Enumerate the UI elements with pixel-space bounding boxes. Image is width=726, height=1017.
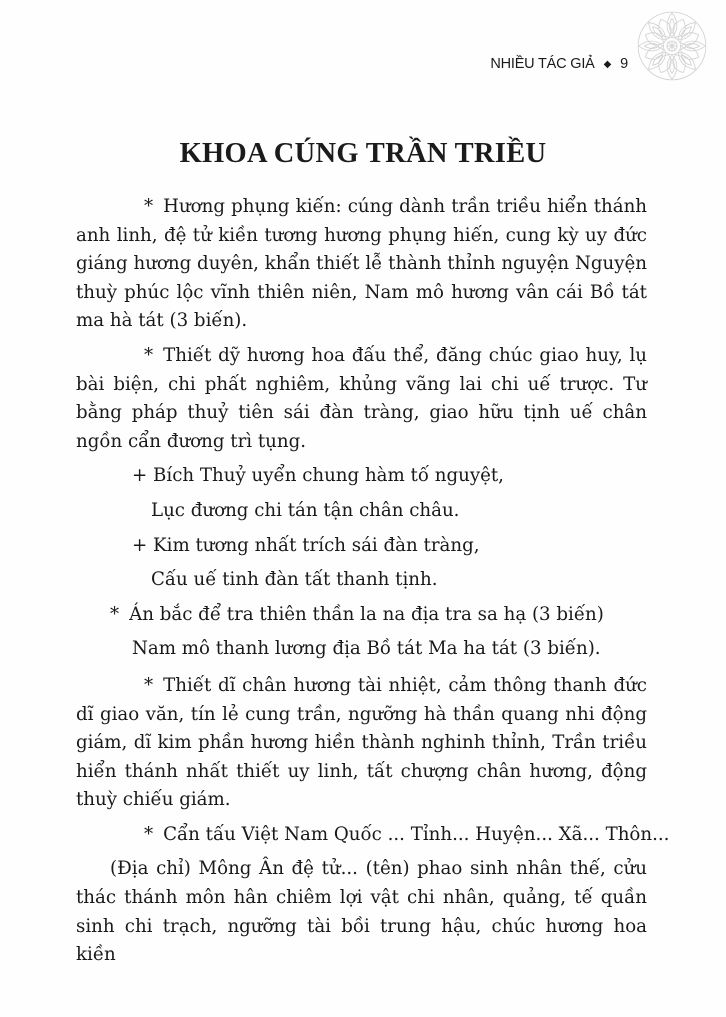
text-line: đương trì tụng. — [166, 430, 307, 452]
mantra-line — [76, 635, 647, 664]
paragraph-thiet-di — [76, 672, 647, 815]
paragraph-dia-chi — [76, 855, 647, 969]
running-header — [490, 56, 628, 72]
verse-text: Cấu uế tinh đàn tất thanh tịnh. — [151, 569, 438, 591]
verse-line — [76, 566, 647, 595]
asterisk-marker: * — [110, 603, 120, 625]
text-line: Hương phụng kiến: cúng dành trần triều hiển thánh anh — [76, 196, 647, 246]
verse-line — [76, 462, 647, 491]
verse-text: Kim tương nhất trích sái đàn tràng, — [153, 534, 480, 556]
asterisk-marker: * — [144, 344, 154, 366]
running-title: NHIỀU TÁC GIẢ — [490, 56, 595, 72]
paragraph-thiet-dy — [76, 342, 647, 456]
text-line: pháp thuỷ tiên sái đàn tràng, giao hữu tịnh uế chân ngồn cẩn — [76, 402, 647, 452]
mandala-ornament-icon — [636, 10, 708, 82]
text-line: hiển thánh nhất thiết uy linh, tất chượng chân hương, động — [76, 760, 647, 782]
asterisk-marker: * — [144, 823, 154, 845]
asterisk-marker: * — [144, 196, 154, 217]
plus-marker: + — [132, 534, 148, 556]
text-line: thác thánh môn hân chiêm lợi vật chi nhân, quảng, tế quần — [76, 887, 647, 909]
text-line: (Địa chỉ) Mông Ân đệ tử... (tên) phao sinh nhân thế, cửu — [110, 858, 647, 880]
asterisk-marker: * — [144, 674, 154, 696]
body-text — [76, 193, 670, 976]
text-line: tát (3 biến). — [138, 310, 248, 332]
verse-text: Lục đương chi tán tận chân châu. — [151, 499, 460, 521]
page-title: KHOA CÚNG TRẦN TRIỀU — [179, 138, 547, 169]
text-line: thuỳ chiếu giám. — [76, 789, 231, 811]
text-line: Thiết dỹ hương hoa đấu thể, đăng chúc giao huy, lụ bài — [76, 344, 647, 395]
paragraph-huong-phung-kien — [76, 193, 647, 336]
text-line: Thiết dĩ chân hương tài nhiệt, cảm thông thanh đức dĩ — [76, 674, 647, 725]
verse-line — [76, 532, 647, 561]
text-line: Cẩn tấu Việt Nam Quốc ... Tỉnh... Huyện... Xã... Thôn... — [163, 823, 670, 845]
text-line: giám, dĩ kim phần hương hiền thành nghinh thỉnh, Trần triều — [76, 732, 647, 754]
plus-marker: + — [132, 465, 148, 487]
verse-block — [76, 462, 647, 594]
diamond-separator-icon: ◆ — [603, 59, 612, 70]
mantra-text: Án bắc để tra thiên thần la na địa tra sa hạ (3 biến) — [129, 603, 604, 625]
verse-text: Bích Thuỷ uyển chung hàm tố nguyệt, — [153, 465, 504, 487]
paragraph-can-tau — [76, 821, 670, 850]
text-line: phúc lộc vĩnh thiên niên, Nam mô hương vân cái Bồ tát ma hà — [76, 281, 647, 332]
text-line: hương duyên, khẩn thiết lễ thành thỉnh nguyện Nguyện thuỳ — [76, 253, 647, 303]
text-line: linh, đệ tử kiền tương hương phụng hiến, cung kỳ uy đức giáng — [76, 224, 647, 275]
page-number: 9 — [620, 56, 628, 72]
text-line: biện, chi phất nghiêm, khủng vãng lai chi uế trược. Tư bằng — [76, 373, 647, 424]
text-line: giao văn, tín lẻ cung trần, ngưỡng hà thần quang nhi động — [99, 703, 647, 725]
text-line: sinh chi trạch, ngưỡng tài bồi trung hậu, chúc hương hoa kiền — [76, 915, 647, 966]
mantra-text: Nam mô thanh lương địa Bồ tát Ma ha tát (3 biến). — [132, 638, 601, 660]
verse-line — [76, 497, 647, 526]
mantra-line — [76, 601, 647, 630]
